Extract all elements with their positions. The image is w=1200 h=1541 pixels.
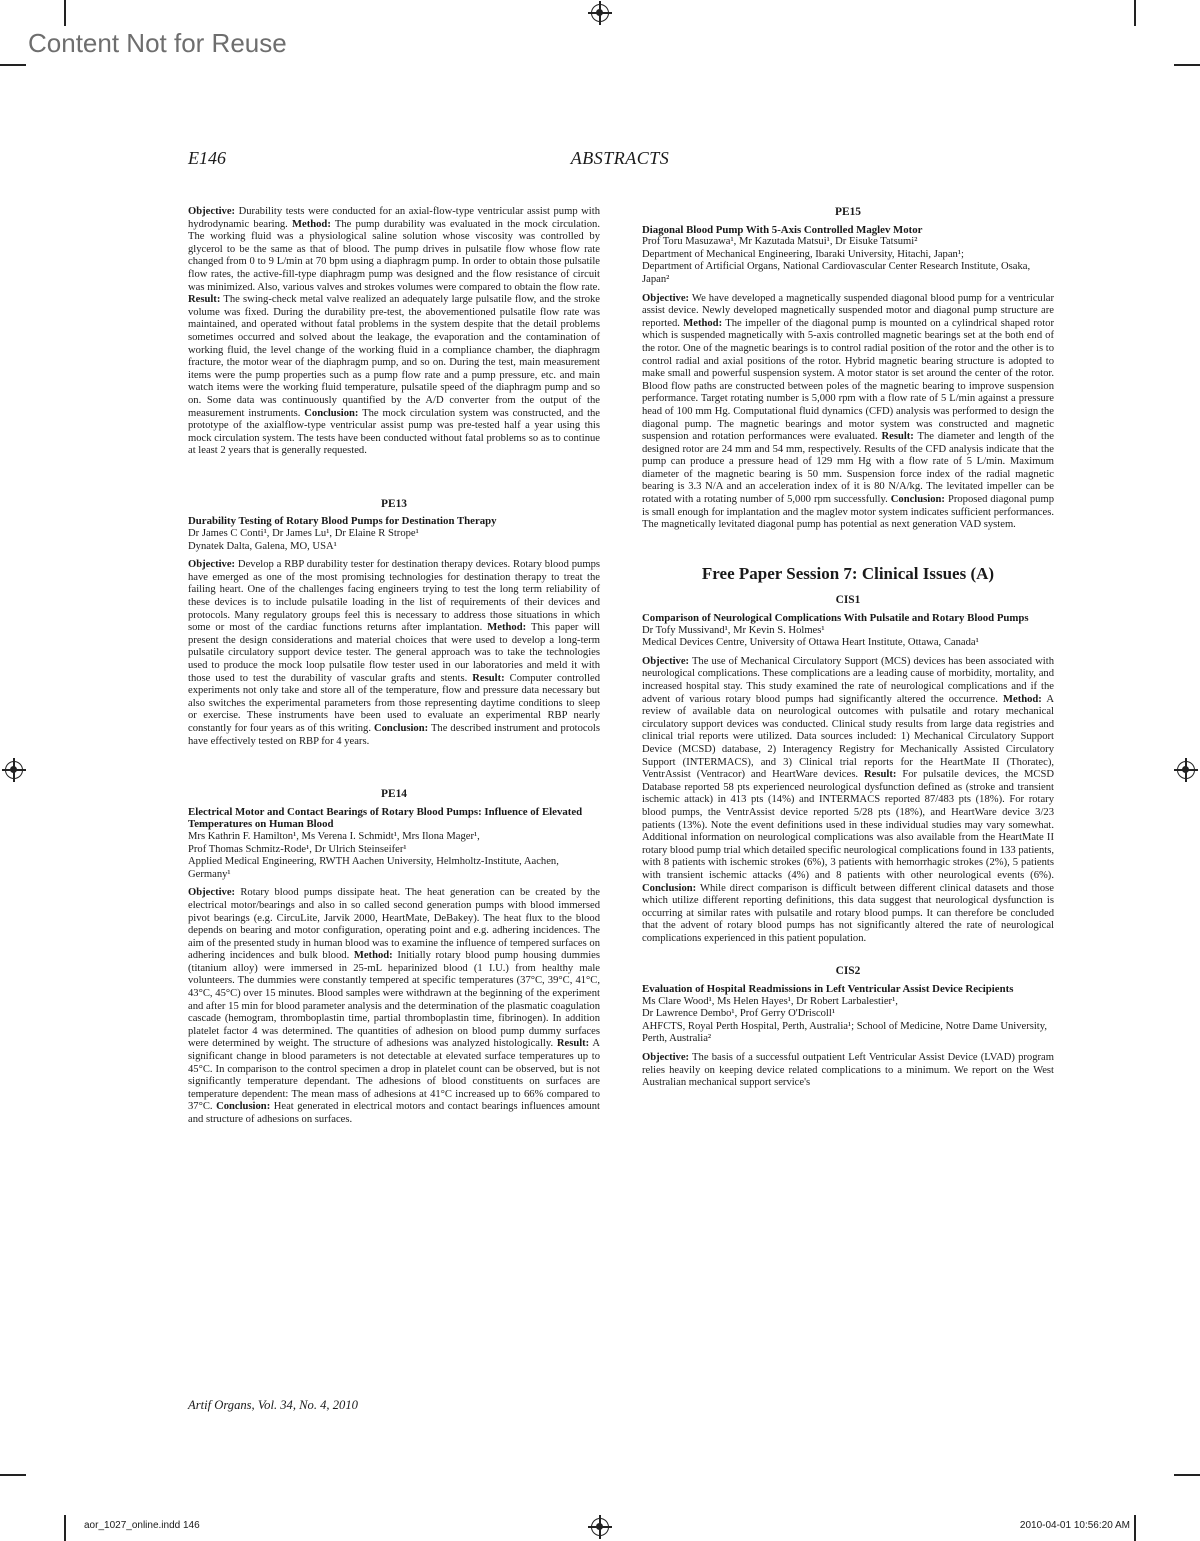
- method-text: The pump durability was evaluated in the mock circulation. The working fluid was a physiological saline solution whose viscosity was controlled by glycerol to be the same as that of blood. The pump drives in pulsatile flow whose flow rate changed from 0 to 9 L/min at 70 bpm using a diaphragm pump. In order to obtain those pulsatile flow rates, the active-fill-type diaphragm pump was designed and the flow resistance of circuit was minimized. Also, various valves and strokes volumes were compared to obtain the flow rate.: [188, 218, 600, 293]
- crop-mark: [1134, 0, 1136, 26]
- crop-mark: [1134, 1515, 1136, 1541]
- method-label: Method:: [487, 622, 527, 634]
- abstract-title: Diagonal Blood Pump With 5-Axis Controlled Maglev Motor: [642, 223, 923, 236]
- method-text: Initially rotary blood pump housing dummies (titanium alloy) were immersed in 25-mL heparinized blood (1 I.U.) from healthy male volunteers. The dummies were constantly tempered at specific temperatures (37°C, 39°C, 41°C, 43°C, 45°C) over 15 minutes. Blood samples were withdrawn at the beginning of the experiment and after 15 min for blood parameter analysis and the determination of the plasmatic coagulation cascade (hemogram, thromboplastin time, partial thromboplastin time, fibrinogen). In addition platelet factor 4 was determined. The quantities of adhesion on blood pump dummy surfaces were determined by weight. The structure of adhesions was analyzed histologically.: [188, 950, 600, 1050]
- abstract-body: [642, 1052, 1054, 1090]
- abstract-title: Durability Testing of Rotary Blood Pumps for Destination Therapy: [188, 515, 497, 528]
- abstract-affiliation: Dynatek Dalta, Galena, MO, USA¹: [188, 540, 337, 552]
- conclusion-text: The mock circulation system was constructed, and the prototype of the axialflow-type ventricular assist pump was pre-tested half a year using this mock circulation system. The tests have been conducted without fatal problems so as to continue at least 2 years that is generally requested.: [188, 407, 601, 457]
- method-text: This paper will present the design considerations and material choices that were used to develop a long-term pulsatile circulatory support device tester. The general approach was to take the technologies used to produce the mock loop pulsatile flow tester used in our laboratories and meld it with those used to test the durability of vascular grafts and stents.: [188, 622, 601, 684]
- abstract-authors: Ms Clare Wood¹, Ms Helen Hayes¹, Dr Robert Larbalestier¹,: [642, 995, 898, 1007]
- abstract-authors: Dr Tofy Mussivand¹, Mr Kevin S. Holmes¹: [642, 624, 825, 636]
- page-number: E146: [188, 148, 226, 168]
- conclusion-label: Conclusion:: [642, 882, 697, 894]
- objective-label: Objective:: [188, 887, 236, 899]
- abstract-authors: Mrs Kathrin F. Hamilton¹, Ms Verena I. Schmidt¹, Mrs Ilona Mager¹,: [188, 830, 480, 842]
- conclusion-label: Conclusion:: [216, 1101, 271, 1113]
- result-label: Result:: [188, 294, 221, 306]
- crop-mark: [64, 1515, 66, 1541]
- result-text: The swing-check metal valve realized an adequately large pulsatile flow, and the stroke volume was fixed. During the durability pre-test, the abovementioned pulsatile flow rate was maintained, and operated without fatal problems in the system despite that the detail problems sometimes occurred and solved about the leakage, the evaporation and the contamination of working fluid, the level change of the working fluid in a compliance chamber, the diaphragm fracture, the motor wear of the diaphragm pump, and so on. During the test, main measurement items were the pump properties such as a pump flow rate and a pump pressure, etc. and main watch items were the working fluid temperature, pulsatile speed of the diaphragm pump and so on. Some data was continuously quantified by the A/D converter from the output of the measurement instruments.: [188, 294, 600, 419]
- registration-mark-icon: [591, 1518, 609, 1536]
- objective-label: Objective:: [188, 206, 236, 217]
- crop-mark: [1174, 64, 1200, 66]
- abstract-title: Electrical Motor and Contact Bearings of Rotary Blood Pumps: Influence of Elevated Temperatures on Human Blood: [188, 805, 583, 831]
- abstract-authors: Prof Thomas Schmitz-Rode¹, Dr Ulrich Steinseifer¹: [188, 843, 407, 855]
- abstract-code: CIS1: [835, 594, 861, 607]
- abstract-code: CIS2: [835, 965, 861, 978]
- objective-label: Objective:: [188, 559, 236, 571]
- abstract-affiliation: AHFCTS, Royal Perth Hospital, Perth, Australia¹; School of Medicine, Notre Dame University, Perth, Australia²: [642, 1020, 1047, 1045]
- objective-text: Rotary blood pumps dissipate heat. The heat generation can be created by the electrical motor/bearings and also in so called second generation pumps with blood immersed pivot bearings (e.g. CircuLite, Jarvik 2000, HeartMate, DeBakey). The heat flux to the blood depends on bearing and motor configuration, operating point and e.g. adhering incidences. The aim of the presented study in human blood was to examine the influence of tempered surfaces on adhering incidences and bulk blood.: [188, 887, 600, 962]
- objective-text: Durability tests were conducted for an axial-flow-type ventricular assist pump with hydrodynamic bearing.: [188, 206, 600, 230]
- conclusion-label: Conclusion:: [373, 722, 429, 734]
- method-label: Method:: [1003, 693, 1042, 705]
- result-label: Result:: [864, 769, 897, 781]
- abstract-authors: Prof Toru Masuzawa¹, Mr Kazutada Matsui¹, Dr Eisuke Tatsumi²: [642, 236, 918, 248]
- abstract-body: [642, 656, 1054, 946]
- right-column: [642, 206, 1054, 1096]
- result-label: Result:: [556, 1038, 590, 1050]
- objective-label: Objective:: [642, 1052, 690, 1064]
- abstract-body: [642, 293, 1054, 532]
- result-text: For pulsatile devices, the MCSD Database reported 58 pts experienced neurological dysfunction defined as (stroke and transient ischemic attack) in 413 pts (14%) and INTERMACS reported 87/483 pts (18%). For rotary blood pumps, the VentrAssist device reported 5/28 pts (18%), and HeartWare device 3/23 patients (13%). Note the event definitions used in these individual studies may vary somewhat. Additional information on neurological complications was also available from the HeartMate II rotary blood pump trial which detailed specific neurological complications found in 133 patients, with 8 patients with ischemic strokes (6%), 3 patients with hemorrhagic strokes (2%), 5 patients with transient ischemic attacks (4%) and 8 patients with other neurological events (6%).: [642, 769, 1054, 881]
- conclusion-text: While direct comparison is difficult between different clinical datasets and those which utilize different reporting definitions, this data suggest that neurological dysfunction is occurring at similar rates with pulsatile and rotary blood pumps. It can therefore be concluded that the advent of rotary blood pumps has not significantly altered the rate of neurological complications experienced in this patient population.: [642, 882, 1054, 944]
- journal-citation: Artif Organs, Vol. 34, No. 4, 2010: [188, 1398, 358, 1412]
- abstract-body: [188, 206, 600, 458]
- conclusion-text: Heat generated in electrical motors and contact bearings influences amount and structure of adhesions on surfaces.: [188, 1101, 600, 1125]
- method-text: A review of available data on neurological outcomes with pulsatile and rotary mechanical circulatory support devices was conducted. Clinical study results from large data registries and clinical trial reports were utilized. Data sources included: 1) Mechanical Circulatory Support Device (MCSD) database, 2) Interagency Registry for Mechanically Assisted Circulatory Support (INTERMACS), and 3) Clinical trial reports for the HeartMate II (Thoratec), VentrAssist (Ventracor) and HeartWare devices.: [642, 693, 1054, 781]
- abstract-authors: Dr James C Conti¹, Dr James Lu¹, Dr Elaine R Strope¹: [188, 528, 419, 540]
- objective-text: The basis of a successful outpatient Left Ventricular Assist Device (LVAD) program relies heavily on keeping device related complications to a minimum. We report on the West Australian mechanical support service's: [642, 1052, 1054, 1089]
- conclusion-label: Conclusion:: [304, 407, 359, 419]
- conclusion-text: Proposed diagonal pump is small enough for implantation and the maglev motor system indicates sufficient performances. The magnetically levitated diagonal pump has potential as next generation VAD system.: [642, 494, 1054, 531]
- abstract-affiliation: Medical Devices Centre, University of Ottawa Heart Institute, Ottawa, Canada¹: [642, 637, 979, 649]
- result-text: A significant change in blood parameters is not detectable at elevated surface temperatures up to 45°C. In comparison to the control specimen a drop in platelet count can be observed, but is not significantly temperature dependant. The adhesions of blood constituents on surfaces are temperature dependent: The mean mass of adhesions at 41°C increased up to 66% compared to 37°C.: [188, 1038, 600, 1113]
- registration-mark-icon: [5, 761, 23, 779]
- print-timestamp: 2010-04-01 10:56:20 AM: [1019, 1520, 1130, 1531]
- abstract-body: [188, 887, 600, 1126]
- result-label: Result:: [881, 431, 914, 443]
- conclusion-text: The described instrument and protocols have effectively tested on RBP for 4 years.: [188, 722, 600, 747]
- crop-mark: [1174, 1474, 1200, 1476]
- left-column: [188, 206, 600, 1133]
- crop-mark: [0, 64, 26, 66]
- result-text: Computer controlled experiments not only take and store all of the temperature, flow and pressure data necessary but also switches the experimental parameters from those representing daytime conditions to sleep or exercise. These instruments have been used to evaluate an experimental RBP nearly constantly for four years as of this writing.: [188, 672, 600, 734]
- method-text: The impeller of the diagonal pump is mounted on a cylindrical shaped rotor which is suspended magnetically with 5-axis controlled magnetic bearings set at the both end of the rotor. One of the magnetic bearings is to control radial position of the rotor and the other is to control radial and axial positions of the rotor. Hybrid magnetic bearing structure is adopted to make small and powerful suspension system. A motor stator is set around the center of the rotor. Blood flow paths are constructed between poles of the magnetic bearing to improve suspension performance. Target rotating number is 5,000 rpm with a flow rate of 5 L/min against a pressure head of 100 mm Hg. Computational fluid dynamics (CFD) analysis was performed to design the diagonal pump. The magnetic bearings and motor system was constructed and magnetic suspension and rotation performances were evaluated.: [642, 317, 1054, 443]
- abstract-body: [188, 559, 600, 748]
- session-heading: Free Paper Session 7: Clinical Issues (A): [701, 563, 995, 583]
- abstract-affiliation: Applied Medical Engineering, RWTH Aachen University, Helmholtz-Institute, Aachen, Germany¹: [188, 856, 559, 880]
- abstract-title: Evaluation of Hospital Readmissions in Left Ventricular Assist Device Recipients: [642, 983, 1014, 996]
- objective-text: Develop a RBP durability tester for destination therapy devices. Rotary blood pumps have emerged as one of the most promising technologies for destination therapy to treat the failing heart. One of the challenges facing engineers trying to test the long term reliability of these devices is to include pulsatile loading in the list of requirements of their devices and protocols. Many regulatory groups feel this is necessary to address those situations in which some or most of the cardiac functions returns after implantation.: [188, 559, 600, 634]
- abstract-affiliation: Department of Mechanical Engineering, Ibaraki University, Hitachi, Japan¹;: [642, 248, 964, 260]
- method-label: Method:: [683, 317, 723, 329]
- section-header: ABSTRACTS: [570, 148, 670, 168]
- abstract-authors: Dr Lawrence Dembo¹, Prof Gerry O'Driscoll¹: [642, 1008, 835, 1020]
- result-text: The diameter and length of the designed rotor are 24 mm and 54 mm, respectively. Results of the CFD analysis indicate that the pump can produce a pressure head of 129 mm Hg with a flow rate of 5 L/min. Maximum diameter of the magnetic bearing is 50 mm. Suspension force index of the radial magnetic bearing is 3.3 N/A and an acceleration index of it is 80 N/A/kg. The levitated impeller can be rotated with a rotating number of 5,000 rpm successfully.: [642, 431, 1054, 506]
- method-label: Method:: [292, 218, 331, 230]
- objective-label: Objective:: [642, 655, 690, 667]
- objective-label: Objective:: [642, 292, 690, 304]
- file-slug: aor_1027_online.indd 146: [84, 1520, 200, 1531]
- abstract-code: PE14: [381, 788, 407, 801]
- registration-mark-icon: [1177, 761, 1195, 779]
- result-label: Result:: [472, 672, 505, 684]
- abstract-affiliation: Department of Artificial Organs, National Cardiovascular Center Research Institute, Osaka, Japan²: [642, 261, 1031, 285]
- objective-text: We have developed a magnetically suspended diagonal blood pump for a ventricular assist device. Newly developed magnetically suspended motor and diagonal pump structure are reported.: [642, 292, 1054, 329]
- watermark: Content Not for Reuse: [28, 28, 287, 58]
- method-label: Method:: [353, 950, 393, 962]
- conclusion-label: Conclusion:: [890, 494, 945, 506]
- registration-mark-icon: [591, 4, 609, 22]
- abstract-code: PE13: [381, 497, 407, 510]
- crop-mark: [0, 1474, 26, 1476]
- crop-mark: [64, 0, 66, 26]
- objective-text: The use of Mechanical Circulatory Support (MCS) devices has been associated with neurological complications. These complications are a leading cause of morbidity, mortality, and increased hospital stay. This study examined the rate of neurological complications and if the advent of various rotary blood pumps had significantly altered the occurrence.: [642, 655, 1054, 705]
- abstract-code: PE15: [835, 206, 861, 218]
- abstract-title: Comparison of Neurological Complications With Pulsatile and Rotary Blood Pumps: [642, 612, 1029, 625]
